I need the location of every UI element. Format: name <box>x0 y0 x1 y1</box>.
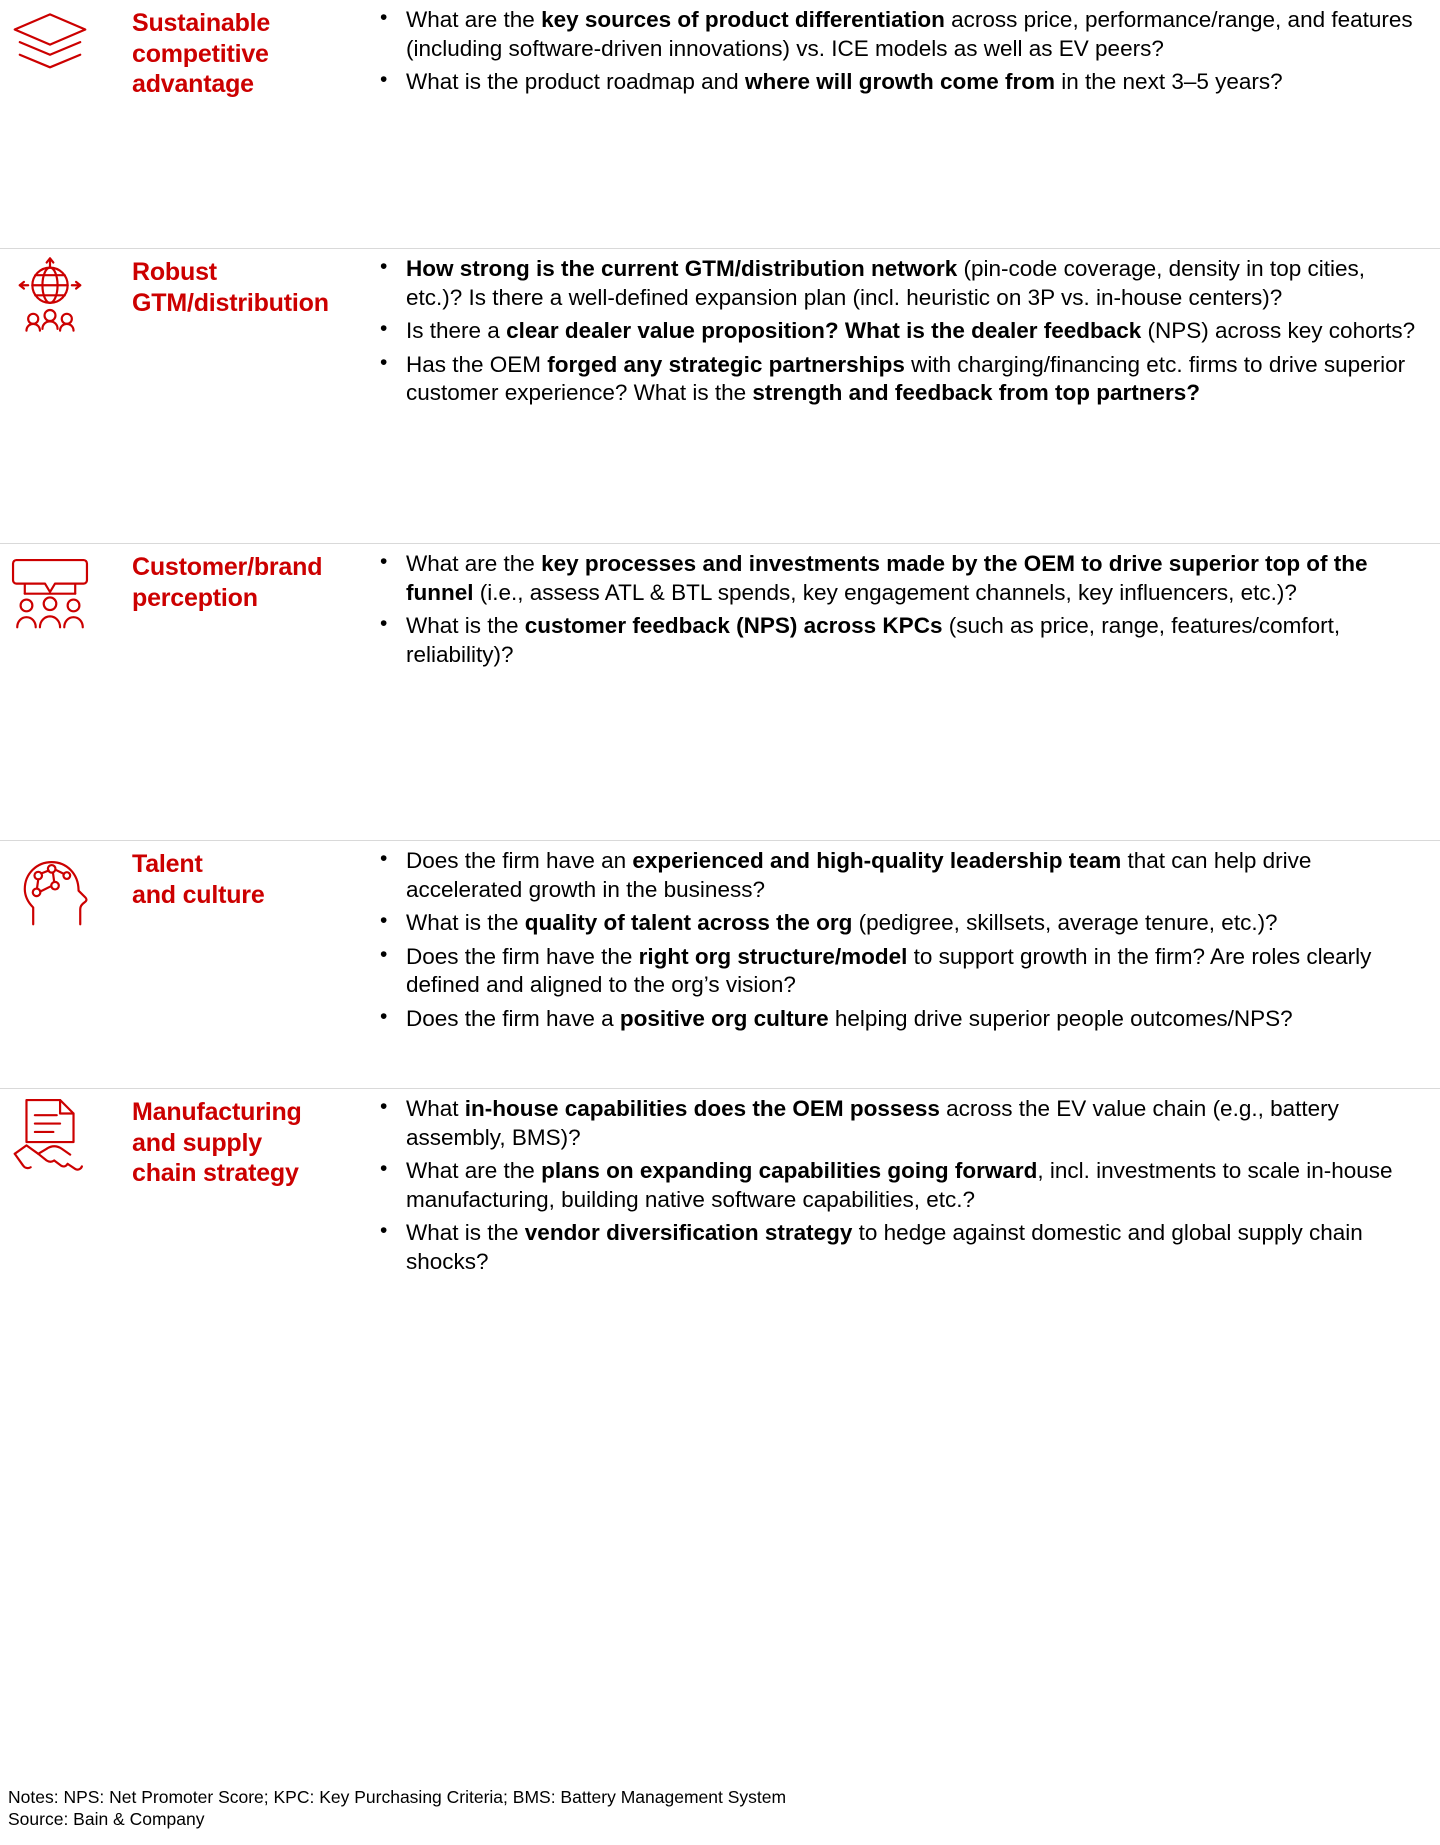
question-text: across price, performance/range, and features (including software-driven innovations) vs. ICE models as well as EV peers? <box>406 7 1413 61</box>
questions-cell <box>372 544 1440 674</box>
question-item <box>372 909 1422 938</box>
footer <box>8 1786 786 1832</box>
question-text: across the EV value chain (e.g., battery assembly, BMS)? <box>406 1096 1339 1150</box>
category-title: Manufacturing and supply chain strategy <box>132 1098 302 1187</box>
question-text: What is the <box>406 613 525 639</box>
question-text: Is there a <box>406 318 507 344</box>
questions-cell <box>372 1089 1440 1281</box>
questions-cell <box>372 0 1440 102</box>
icon-cell <box>0 544 132 634</box>
question-emphasis: strength and feedback from top partners? <box>752 380 1200 406</box>
question-item <box>372 943 1422 1000</box>
layers-icon <box>8 6 92 90</box>
question-item <box>372 612 1422 669</box>
question-emphasis: plans on expanding capabilities going forward <box>541 1158 1038 1184</box>
question-text: in the next 3–5 years? <box>1055 69 1283 95</box>
icon-cell <box>0 1089 132 1179</box>
question-item <box>372 6 1422 63</box>
question-text: , incl. investments to scale in-house manufacturing, building native software capabilities, etc.? <box>406 1158 1393 1212</box>
question-list <box>372 255 1422 408</box>
question-item <box>372 1219 1422 1276</box>
question-text: that can help drive accelerated growth in the business? <box>406 848 1312 902</box>
question-text: What is the product roadmap and <box>406 69 745 95</box>
question-text: What is the <box>406 1220 525 1246</box>
question-item <box>372 1157 1422 1214</box>
question-emphasis: positive org culture <box>619 1005 829 1031</box>
question-emphasis: quality of talent across the org <box>524 910 853 936</box>
category-title: Robust GTM/distribution <box>132 258 329 317</box>
category-title-cell <box>132 841 372 910</box>
question-list <box>372 6 1422 97</box>
question-emphasis: customer feedback (NPS) across KPCs <box>524 613 943 639</box>
category-title: Sustainable competitive advantage <box>132 9 271 98</box>
question-item <box>372 1005 1422 1034</box>
question-text: with charging/financing etc. firms to drive superior customer experience? What is the <box>406 351 1406 406</box>
questions-cell <box>372 249 1440 413</box>
question-list <box>372 550 1422 669</box>
globe-network-icon <box>8 255 92 339</box>
category-title: Talent and culture <box>132 850 265 909</box>
category-title-cell <box>132 249 372 318</box>
icon-cell <box>0 249 132 339</box>
question-emphasis: clear dealer value proposition? What is the dealer feedback <box>506 318 1142 344</box>
question-text: (such as price, range, features/comfort, reliability)? <box>406 613 1341 667</box>
question-emphasis: experienced and high-quality leadership team <box>632 848 1122 873</box>
question-text: Does the firm have an <box>406 848 633 873</box>
category-row <box>0 841 1440 1089</box>
question-item <box>372 317 1422 346</box>
icon-cell <box>0 0 132 90</box>
question-item <box>372 550 1422 607</box>
audience-presentation-icon <box>8 550 92 634</box>
category-row <box>0 0 1440 249</box>
question-text: What is the <box>406 910 525 936</box>
head-brain-circuit-icon <box>8 847 92 931</box>
question-text: helping drive superior people outcomes/NPS? <box>828 1005 1293 1031</box>
question-text: (pin-code coverage, density in top cities, etc.)? Is there a well-defined expansion plan (incl. heuristic on 3P vs. in-house centers)? <box>406 256 1365 310</box>
footer-source: Source: Bain & Company <box>8 1809 205 1830</box>
document-handshake-icon <box>8 1095 92 1179</box>
question-item <box>372 1095 1422 1152</box>
question-text: What are the <box>406 551 542 576</box>
question-emphasis: How strong is the current GTM/distribution network <box>406 256 958 281</box>
question-text: to hedge against domestic and global supply chain shocks? <box>406 1220 1363 1274</box>
question-text: What are the <box>406 1158 542 1184</box>
question-text: What <box>406 1096 465 1121</box>
question-text: Does the firm have a <box>406 1005 620 1031</box>
question-text: (pedigree, skillsets, average tenure, etc.)? <box>852 910 1278 936</box>
question-text: What are the <box>406 7 542 32</box>
question-emphasis: forged any strategic partnerships <box>547 351 905 377</box>
questions-cell <box>372 841 1440 1038</box>
question-text: to support growth in the firm? Are roles clearly defined and aligned to the org’s vision? <box>406 943 1372 998</box>
category-row <box>0 249 1440 544</box>
category-title-cell <box>132 0 372 100</box>
question-text: Has the OEM <box>406 351 548 377</box>
question-list <box>372 1095 1422 1276</box>
question-emphasis: where will growth come from <box>744 69 1055 95</box>
category-row <box>0 544 1440 841</box>
question-emphasis: right org structure/model <box>638 943 908 969</box>
question-emphasis: vendor diversification strategy <box>524 1220 853 1246</box>
footer-notes: Notes: NPS: Net Promoter Score; KPC: Key Purchasing Criteria; BMS: Battery Management System <box>8 1786 787 1807</box>
question-emphasis: key sources of product differentiation <box>541 7 945 32</box>
question-text: Does the firm have the <box>406 943 639 969</box>
question-item <box>372 255 1422 312</box>
question-emphasis: in-house capabilities does the OEM possess <box>464 1096 940 1121</box>
category-title-cell <box>132 1089 372 1189</box>
question-list <box>372 847 1422 1033</box>
question-text: (i.e., assess ATL & BTL spends, key engagement channels, key influencers, etc.)? <box>473 579 1297 605</box>
category-title-cell <box>132 544 372 613</box>
category-row <box>0 1089 1440 1389</box>
icon-cell <box>0 841 132 931</box>
question-item <box>372 68 1422 97</box>
category-title: Customer/brand perception <box>132 553 323 612</box>
question-item <box>372 351 1422 408</box>
question-emphasis: key processes and investments made by the OEM to drive superior top of the funnel <box>406 551 1368 605</box>
question-text: (NPS) across key cohorts? <box>1141 318 1416 344</box>
question-item <box>372 847 1422 904</box>
